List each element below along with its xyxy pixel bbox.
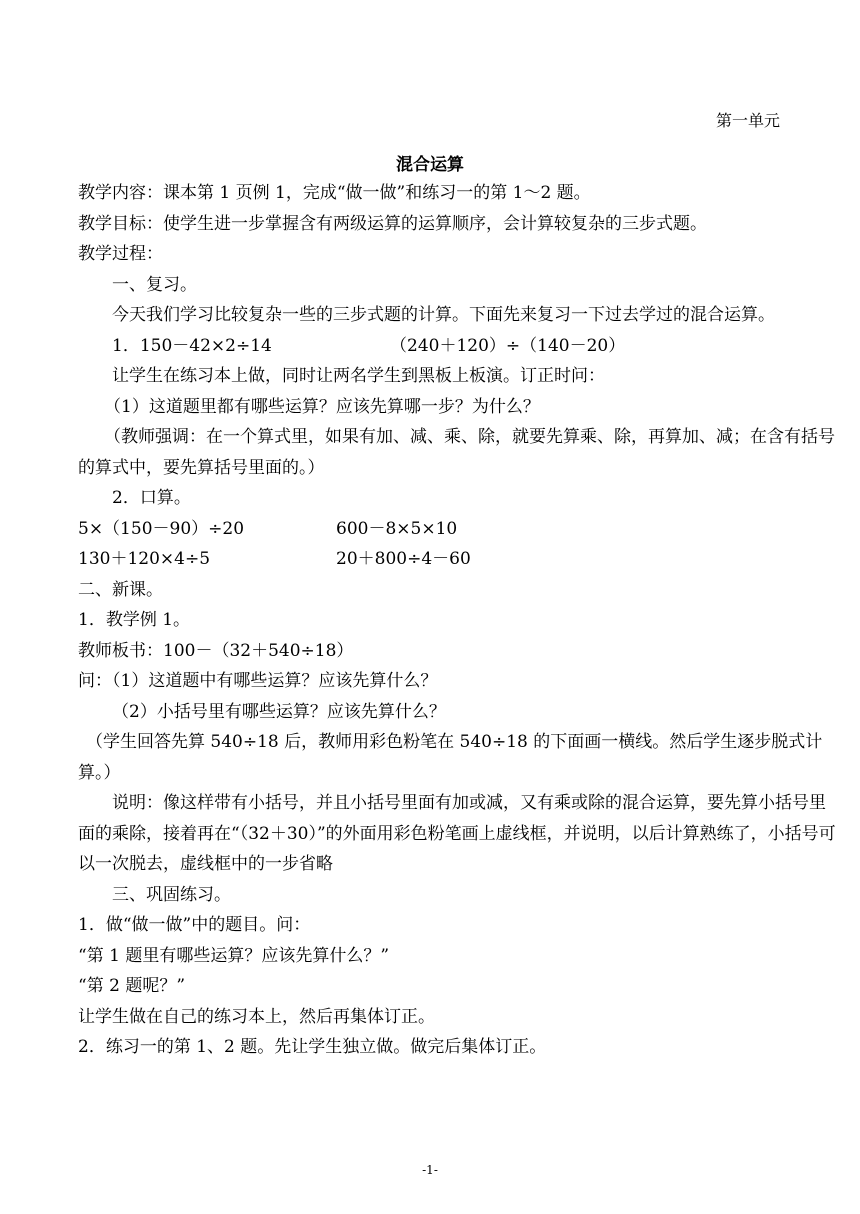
practice-question-a: “第 1 题里有哪些运算？应该先算什么？” [78,945,390,966]
teacher-emphasis: （教师强调：在一个算式里，如果有加、减、乘、除，就要先算乘、除，再算加、减；在含有括号的算式中，要先算括号里面的。） [78,427,835,478]
practice-question-b: “第 2 题呢？” [78,976,186,996]
oral-calc-heading: 2．口算。 [112,488,191,508]
review-question-prompt: （1）这道题里都有哪些运算？应该先算哪一步？为什么？ [104,396,540,417]
question-2: （2）小括号里有哪些运算？应该先算什么？ [112,701,446,722]
page-number: -1- [422,1163,438,1177]
expression: （240＋120）÷（140－20） [390,335,626,356]
example-heading: 1．教学例 1。 [78,610,191,630]
section-review-heading: 一、复习。 [112,274,197,295]
section-new-lesson-heading: 二、新课。 [78,579,163,600]
section-practice-heading: 三、巩固练习。 [112,884,231,905]
question-1: 问：（1）这道题中有哪些运算？应该先算什么？ [78,671,438,691]
explanation-paragraph: 说明：像这样带有小括号，并且小括号里面有加或减，又有乘或除的混合运算，要先算小括号里面的乘除，接着再在“（32＋30）”的外面用彩色粉笔画上虚线框，并说明，以后计算熟练了，小括号可以一次脱去，虚线框中的一步省略 [78,793,836,874]
teaching-content: 教学内容：课本第 1 页例 1，完成“做一做”和练习一的第 1～2 题。 [78,183,591,203]
review-instruction: 让学生在练习本上做，同时让两名学生到黑板上板演。订正时问： [112,366,605,386]
lesson-title: 混合运算 [396,155,464,175]
review-question-1 [78,331,838,362]
lesson-body [78,178,838,1063]
expression: 600－8×5×10 [336,518,458,539]
expression: 130＋120×4÷5 [78,549,211,569]
teaching-process-heading: 教学过程： [78,244,163,264]
oral-calc-row [78,514,838,545]
teaching-goal: 教学目标：使学生进一步掌握含有两级运算的运算顺序，会计算较复杂的三步式题。 [78,213,707,234]
review-intro-paragraph: 今天我们学习比较复杂一些的三步式题的计算。下面先来复习一下过去学过的混合运算。 [112,305,775,325]
student-answer-paragraph: （学生回答先算 540÷18 后，教师用彩色粉笔在 540÷18 的下面画一横线。然后学生逐步脱式计算。） [78,732,823,783]
practice-item-2: 2．练习一的第 1、2 题。先让学生独立做。做完后集体订正。 [78,1037,547,1057]
expression: 20＋800÷4－60 [336,549,471,569]
expression: 5×（150－90）÷20 [78,518,245,539]
practice-item-1: 1．做“做一做”中的题目。问： [78,915,311,935]
oral-calc-row [78,544,838,575]
practice-instruction: 让学生做在自己的练习本上，然后再集体订正。 [78,1006,435,1027]
board-writing: 教师板书：100－（32＋540÷18） [78,640,354,661]
unit-label: 第一单元 [715,111,780,130]
expression: 1．150－42×2÷14 [112,335,272,356]
